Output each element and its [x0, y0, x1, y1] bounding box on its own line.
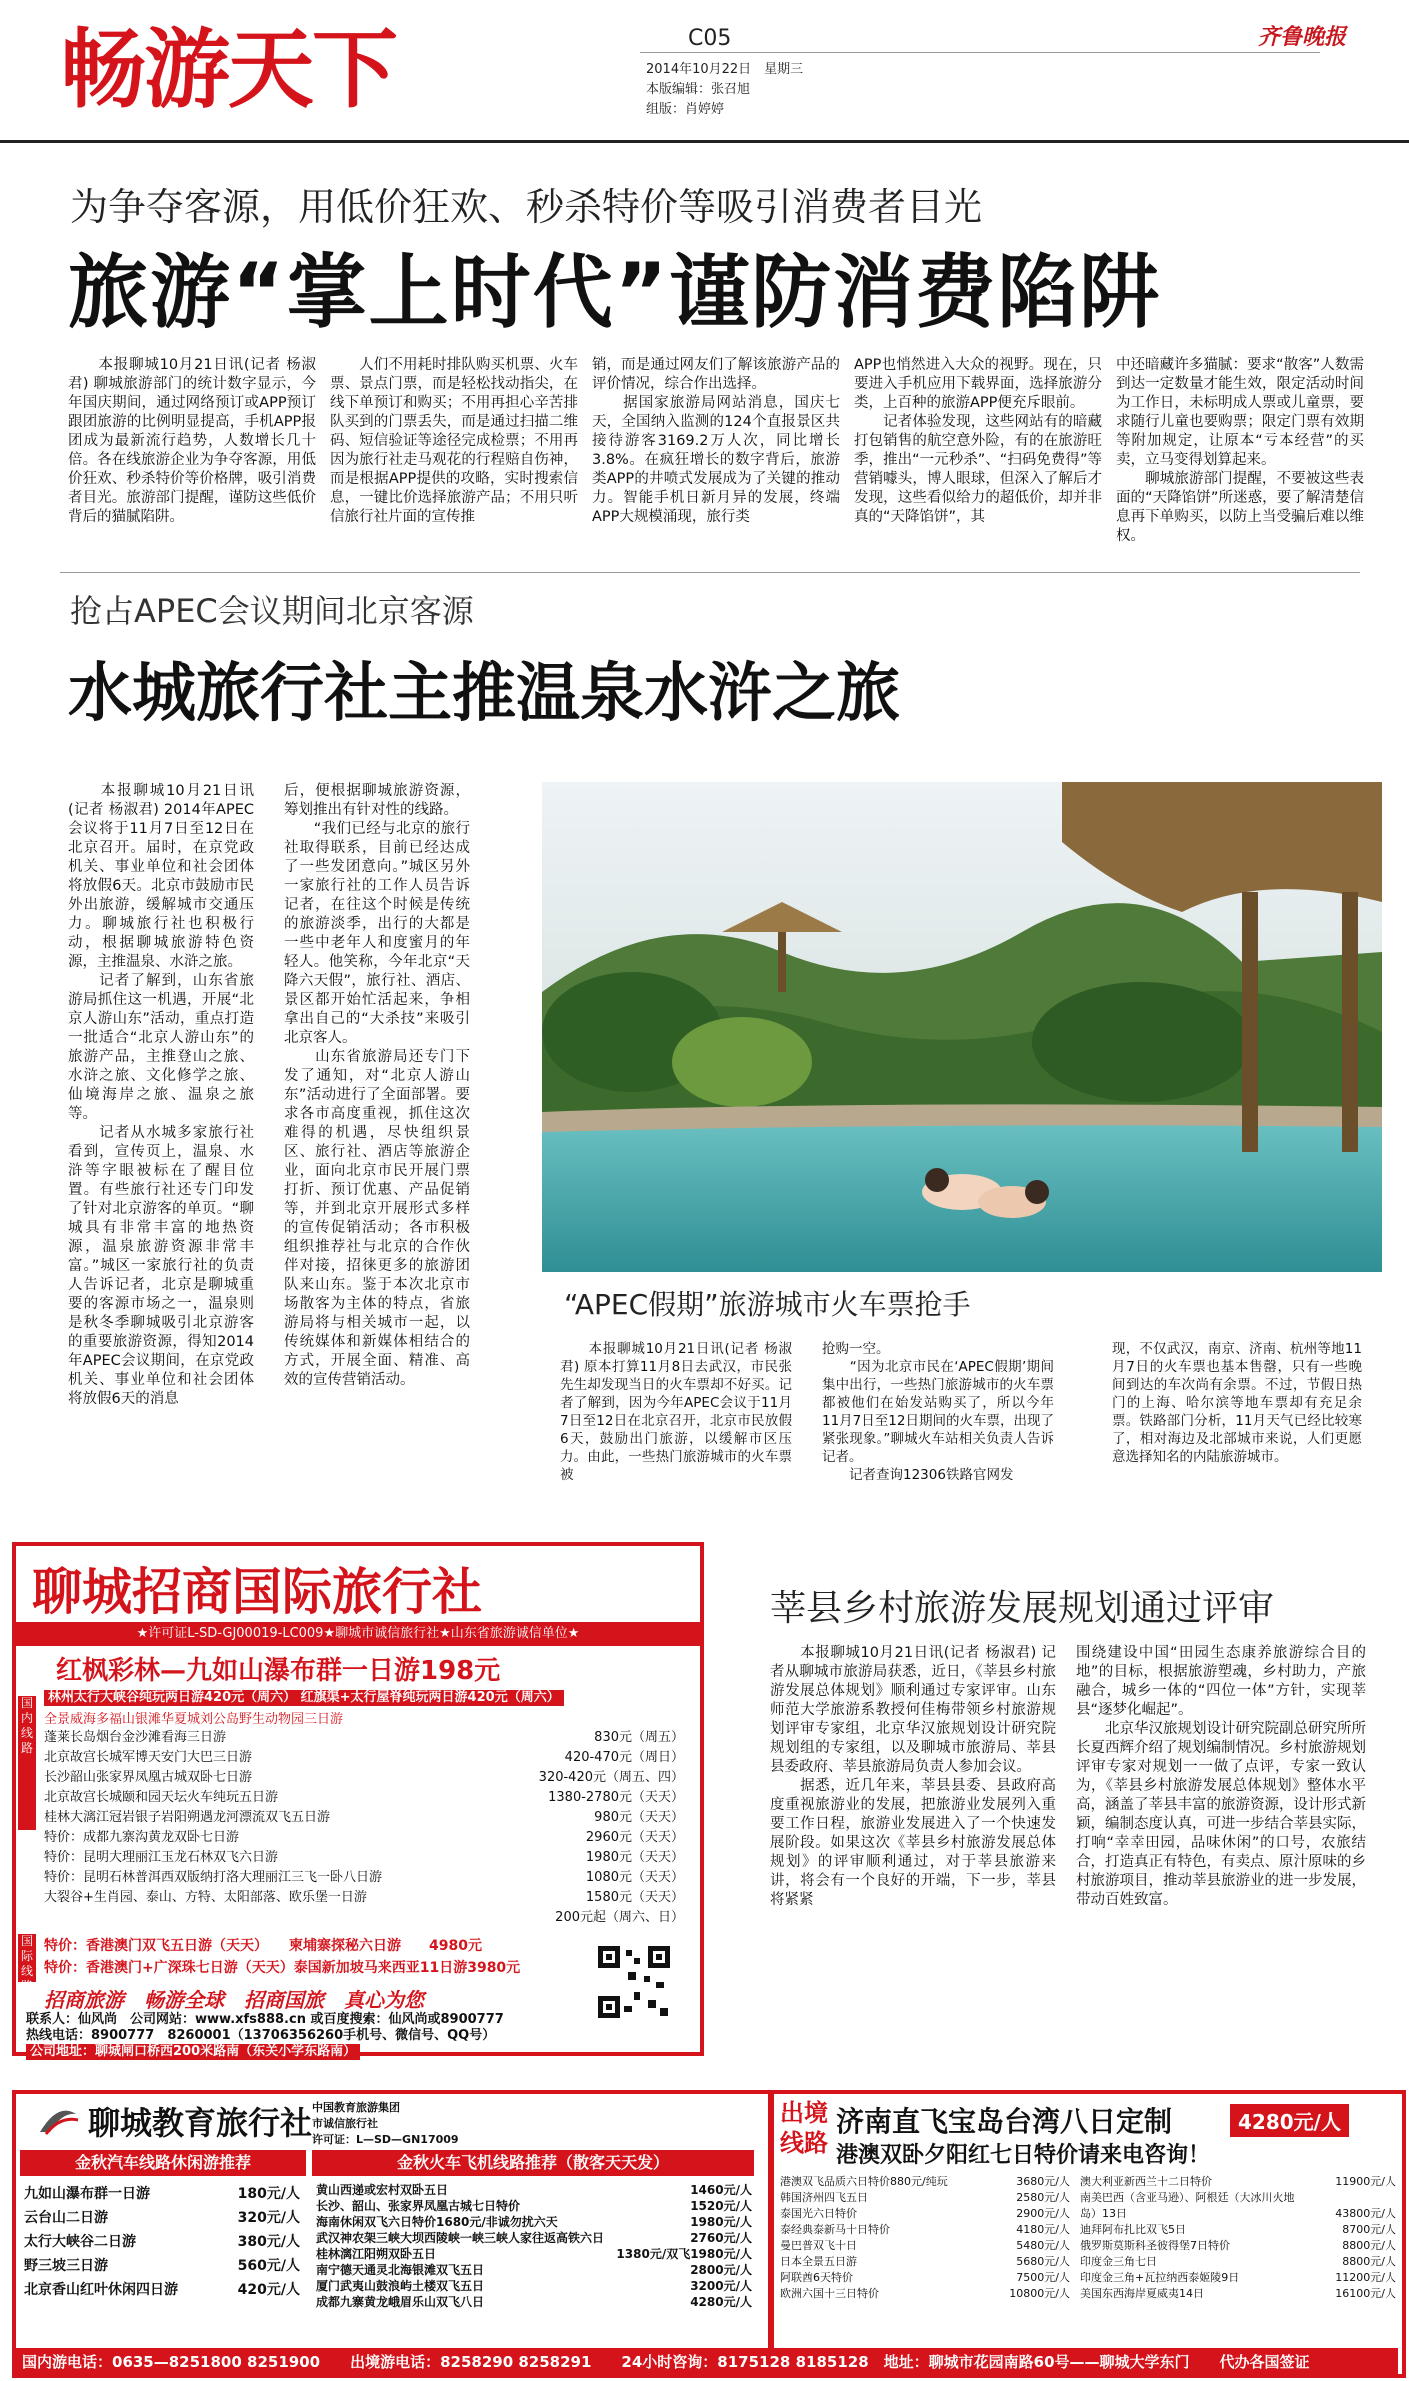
ad1-route: 特价：昆明大理丽江玉龙石林双飞六日游 1980元（天天） — [44, 1850, 684, 1865]
ad3-route: 泰经典泰新马十日特价 4180元/人 — [780, 2223, 1070, 2236]
ad1-route: 200元起（周六、日） — [555, 1910, 684, 1925]
ad1-route: 桂林大漓江冠岩银子岩阳朔遇龙河漂流双飞五日游 980元（天天） — [44, 1810, 684, 1825]
story1-col4: APP也悄然进入大众的视野。现在，只要进入手机应用下载界面，选择旅游分类，上百种的旅游APP便充斥眼前。 记者体验发现，这些网站有的暗藏打包销售的航空意外险，有的在旅游旺季，推出“一元秒杀”、“扫码免费得”等营销噱头，博人眼球，但深入了解后才发现，这些看似给力的超低价，却并非真的“天降馅饼”，其 — [854, 357, 1102, 525]
ad2-license: 许可证：L—SD—GN17009 — [312, 2133, 459, 2146]
ad1-route: 大裂谷+生肖园、泰山、方特、太阳部落、欧乐堡一日游 1580元（天天） — [44, 1890, 684, 1905]
ad2-footer: 国内游电话：0635—8251800 8251900 出境游电话：8258290 8258291 24小时咨询：8175128 8185128 地址：聊城市花园南路60号——聊城大学东门 代办各国签证 — [12, 2348, 1398, 2376]
editor-line: 本版编辑：张召旭 — [646, 82, 751, 97]
ad1-contact1: 联系人：仙风尚 公司网站：www.xfs888.cn 或百度搜索：仙风尚或8900777 — [26, 2012, 504, 2027]
ad2-train-route: 武汉神农架三峡大坝西陵峡一峡三峡人家往返高铁六日 2760元/人 — [316, 2231, 752, 2245]
story2-kicker: 抢占APEC会议期间北京客源 — [70, 592, 474, 630]
ad3-route: 澳大利亚新西兰十二日特价 11900元/人 — [1080, 2175, 1396, 2188]
ad3-route: 南美巴西（含亚马逊）、阿根廷（大冰川火地岛）13日 43800元/人 — [1080, 2191, 1396, 2220]
ad1-route: 长沙韶山张家界凤凰古城双卧七日游 320-420元（周五、四） — [44, 1770, 684, 1785]
ad3-route: 日本全景五日游 5680元/人 — [780, 2255, 1070, 2268]
ad3-route: 泰国光六日特价 2900元/人 — [780, 2207, 1070, 2220]
story1-col5: 中还暗藏许多猫腻：要求“散客”人数需到达一定数量才能生效，限定活动时间为工作日，未标明成人票或儿童票，要求随行儿童也要购票；限定门票有效期等附加规定，让原本“亏本经营”的买卖，立马变得划算起来。 聊城旅游部门提醒，不要被这些表面的“天降馅饼”所迷惑，要了解清楚信息再下单购买，以防上当受骗后难以维权。 — [1116, 357, 1364, 544]
ad2-train-route: 海南休闲双飞六日特价1680元/非诚勿扰六天 1980元/人 — [316, 2215, 752, 2229]
ad3-route: 俄罗斯莫斯科圣彼得堡7日特价 8800元/人 — [1080, 2239, 1396, 2252]
ad3-route: 曼巴普双飞十日 5480元/人 — [780, 2239, 1070, 2252]
story3-col2: 抢购一空。 “因为北京市民在‘APEC假期’期间集中出行，一些热门旅游城市的火车票都被他们在始发站购买了，所以今年11月7日至12日期间的火车票，出现了紧张现象。”聊城火车站相关负责人告诉记者。 记者查询12306铁路官网发 — [822, 1341, 1054, 1483]
story2-headline: 水城旅行社主推温泉水浒之旅 — [68, 657, 900, 731]
story3-headline: “APEC假期”旅游城市火车票抢手 — [564, 1288, 971, 1321]
newspaper-name: 齐鲁晚报 — [1258, 24, 1347, 50]
ad3-route: 港澳双飞品质六日特价880元/纯玩 3680元/人 — [780, 2175, 1070, 2188]
ad3-title: 济南直飞宝岛台湾八日定制 — [836, 2105, 1173, 2138]
qr-code — [594, 1942, 674, 2022]
ad2-car-route: 北京香山红叶休闲四日游 420元/人 — [24, 2282, 300, 2298]
ad1-contact2: 热线电话：8900777 8260001（13706356260手机号、微信号、QQ号） — [26, 2028, 496, 2043]
story1-kicker: 为争夺客源，用低价狂欢、秒杀特价等吸引消费者目光 — [70, 185, 983, 229]
ad3-price: 4280元/人 — [1230, 2104, 1349, 2137]
ad2-box1-title: 金秋汽车线路休闲游推荐 — [20, 2150, 306, 2176]
ad3-route: 美国东西海岸夏威夷14日 16100元/人 — [1080, 2287, 1396, 2300]
ad1-route-list — [44, 1730, 684, 1930]
layout-line: 组版：肖婷婷 — [646, 102, 725, 117]
ad2-train-route: 南宁德天通灵北海银滩双飞五日 2800元/人 — [316, 2263, 752, 2277]
ad2-car-route: 太行大峡谷二日游 380元/人 — [24, 2234, 300, 2250]
ad3-route: 韩国济州四飞五日 2580元/人 — [780, 2191, 1070, 2204]
story2-col1: 本报聊城10月21日讯(记者 杨淑君) 2014年APEC会议将于11月7日至12日在北京召开。届时，在京党政机关、事业单位和社会团体将放假6天。北京市鼓励市民外出旅游，缓解城市交通压力。聊城旅行社也积极行动，根据聊城旅游特色资源，主推温泉、水浒之旅。 记者了解到，山东省旅游局抓住这一机遇，开展“北京人游山东”活动，重点打造一批适合“北京人游山东”的旅游产品，主推登山之旅、水浒之旅、文化修学之旅、仙境海岸之旅、温泉之旅等。 记者从水城多家旅行社看到，宣传页上，温泉、水浒等字眼被标在了醒目位置。有些旅行社还专门印发了针对北京游客的单页。“聊城具有非常丰富的地热资源，温泉旅游资源非常丰富。”城区一家旅行社的负责人告诉记者，北京是聊城重要的客源市场之一，温泉则是秋冬季聊城吸引北京游客的重要旅游资源，得知2014年APEC会议期间，在京党政机关、事业单位和社会团体将放假6天的消息 — [68, 783, 254, 1407]
ad1-hilite: 林州太行大峡谷纯玩两日游420元（周六） 红旗渠+太行屋脊纯玩两日游420元（周六） — [44, 1690, 564, 1706]
ad1-license: ★许可证L-SD-GJ00019-LC009★聊城市诚信旅行社★山东省旅游诚信单位★ — [16, 1622, 700, 1646]
ad1-intl1: 特价：香港澳门双飞五日游（天天） 柬埔寨探秘六日游 4980元 — [44, 1938, 482, 1954]
ad1-route: 特价：昆明石林普洱西双版纳打洛大理丽江三飞一卧八日游 1080元（天天） — [44, 1870, 684, 1885]
ad1-intl-tag: 国际线路 — [18, 1934, 36, 1982]
ad1-slogan: 招商旅游 畅游全球 招商国旅 真心为您 — [44, 1988, 424, 2012]
date-line: 2014年10月22日 星期三 — [646, 62, 804, 77]
story3-col1: 本报聊城10月21日讯(记者 杨淑君) 原本打算11月8日去武汉，市民张先生却发现当日的火车票却不好买。记者了解到，因为今年APEC会议于11月7日至12日在北京召开，北京市民放假6天，鼓励出门旅游，以缓解市区压力。由此，一些热门旅游城市的火车票被 — [560, 1341, 792, 1483]
ad2-car-route: 云台山二日游 320元/人 — [24, 2210, 300, 2226]
ad1-hilite2: 全景威海多福山银滩华夏城刘公岛野生动物园三日游 — [44, 1712, 344, 1727]
ad2-train-route: 成都九寨黄龙峨眉乐山双飞八日 4280元/人 — [316, 2295, 752, 2309]
masthead-rule — [640, 52, 1320, 53]
hot-spring-photo — [542, 782, 1382, 1272]
ad3-route: 阿联酋6天特价 7500元/人 — [780, 2271, 1070, 2284]
ad1-route: 北京故宫长城颐和园天坛火车纯玩五日游 1380-2780元（天天） — [44, 1790, 684, 1805]
ad2-title: 聊城教育旅行社 — [88, 2104, 313, 2142]
masthead-meta — [646, 60, 803, 120]
ad1-intl2: 特价：香港澳门+广深珠七日游（天天）泰国新加坡马来西亚11日游3980元 — [44, 1960, 521, 1976]
story1-col1: 本报聊城10月21日讯(记者 杨淑君) 聊城旅游部门的统计数字显示，今年国庆期间，通过网络预订或APP预订跟团旅游的比例明显提高，手机APP报团成为最新流行趋势，人数增长几十倍。各在线旅游企业为争夺客源，用低价狂欢、秒杀特价等价格牌，吸引消费者目光。旅游部门提醒，谨防这些低价背后的猫腻陷阱。 — [68, 357, 316, 525]
ad1-feature: 红枫彩林—九如山瀑布群一日游198元 — [56, 1656, 501, 1686]
ad1-title: 聊城招商国际旅行社 — [32, 1563, 482, 1621]
ad3-route: 欧洲六国十三日特价 10800元/人 — [780, 2287, 1070, 2300]
ad1-route: 特价：成都九寨沟黄龙双卧七日游 2960元（天天） — [44, 1830, 684, 1845]
ad2-train-route: 厦门武夷山鼓浪屿土楼双飞五日 3200元/人 — [316, 2279, 752, 2293]
ad2-box2-title: 金秋火车飞机线路推荐（散客天天发） — [312, 2150, 754, 2176]
story1-col3: 销，而是通过网友们了解该旅游产品的评价情况，综合作出选择。 据国家旅游局网站消息，国庆七天，全国纳入监测的124个直报景区共接待游客3169.2万人次，同比增长3.8%。在疯狂增长的数字背后，旅游类APP的井喷式发展成为了关键的推动力。智能手机日新月异的发展，终端APP大规模涌现，旅行类 — [592, 357, 840, 525]
top-divider — [0, 140, 1409, 143]
ad-jiaoyu-travel — [12, 2090, 772, 2378]
ad2-train-route: 长沙、韶山、张家界凤凰古城七日特价 1520元/人 — [316, 2199, 752, 2213]
story2-col2: 后，便根据聊城旅游资源，筹划推出有针对性的线路。 “我们已经与北京的旅行社取得联系，目前已经达成了一些发团意向。”城区另外一家旅行社的工作人员告诉记者，在往这个时候是传统的旅游淡季，出行的大都是一些中老年人和度蜜月的年轻人。他笑称，今年北京“天降六天假”，旅行社、酒店、景区都开始忙活起来，争相拿出自己的“大杀技”来吸引北京客人。 山东省旅游局还专门下发了通知，对“北京人游山东”活动进行了全面部署。要求各市高度重视，抓住这次难得的机遇，尽快组织景区、旅行社、酒店等旅游企业，面向北京市民开展门票打折、预订优惠、产品促销等，并到北京开展形式多样的宣传促销活动；各市积极组织推荐社与北京的合作伙伴对接，招徕更多的旅游团队来山东。鉴于本次北京市场散客为主体的特点，省旅游局将与相关城市一起，以传统媒体和新媒体相结合的方式，开展全面、精准、高效的宣传营销活动。 — [284, 783, 470, 1388]
ad3-left-list — [780, 2174, 1070, 2302]
story-divider — [60, 572, 1360, 573]
story4-headline: 莘县乡村旅游发展规划通过评审 — [770, 1588, 1275, 1629]
story3-col3: 现，不仅武汉，南京、济南、杭州等地11月7日的火车票也基本售罄，只有一些晚间到达的车次尚有余票。不过，节假日热门的上海、哈尔滨等地车票却有充足余票。铁路部门分析，11月天气已经比较寒了，相对海边及北部城市来说，人们更愿意选择知名的内陆旅游城市。 — [1112, 1341, 1362, 1465]
ad3-route: 印度金三角七日 8800元/人 — [1080, 2255, 1396, 2268]
ad2-sub: 市诚信旅行社 — [312, 2117, 378, 2130]
ad1-route: 北京故宫长城军博天安门大巴三日游 420-470元（周日） — [44, 1750, 684, 1765]
qr-code-pattern — [594, 1942, 674, 2022]
ad3-subtitle: 港澳双卧夕阳红七日特价请来电咨询！ — [836, 2143, 1211, 2168]
ad2-car-route: 野三坡三日游 560元/人 — [24, 2258, 300, 2274]
ad2-group: 中国教育旅游集团 — [312, 2101, 400, 2114]
page-number: C05 — [688, 26, 732, 51]
hot-spring-photo-illustration — [542, 782, 1382, 1272]
ad2-car-list — [24, 2182, 300, 2302]
ad1-route: 蓬莱长岛烟台金沙滩看海三日游 830元（周五） — [44, 1730, 684, 1745]
ad1-domestic-tag: 国内线路 — [18, 1696, 36, 1830]
ad-outbound-routes — [770, 2090, 1406, 2378]
jiaoyu-logo-icon — [36, 2102, 80, 2138]
masthead-title: 畅游天下 — [60, 19, 396, 120]
ad2-train-route: 桂林漓江阳朔双卧五日 1380元/双飞1980元/人 — [316, 2247, 752, 2261]
ad3-right-list — [1080, 2174, 1396, 2302]
ad2-car-route: 九如山瀑布群一日游 180元/人 — [24, 2186, 300, 2202]
ad3-route: 迪拜阿布扎比双飞5日 8700元/人 — [1080, 2223, 1396, 2236]
ad1-contact3: 公司地址：聊城闸口桥西200米路南（东关小学东路南） — [26, 2044, 360, 2060]
ad3-tag: 出境线路 — [780, 2099, 828, 2157]
ad2-train-list — [316, 2182, 752, 2310]
story1-headline: 旅游“掌上时代”谨防消费陷阱 — [68, 246, 1162, 339]
ad-zhaoshang-travel — [12, 1542, 704, 2059]
ad3-route: 印度金三角+瓦拉纳西泰姬陵9日 11200元/人 — [1080, 2271, 1396, 2284]
story1-col2: 人们不用耗时排队购买机票、火车票、景点门票，而是轻松找动指尖，在线下单预订和购买；不用再担心辛苦排队买到的门票丢失，而是通过扫描二维码、短信验证等途径完成检票；不用再因为旅行社走马观花的行程赔自伤神，而是根据APP提供的攻略，实时搜索信息，一键比价选择旅游产品；不用只听信旅行社片面的宣传推 — [330, 357, 578, 525]
story4-col1: 本报聊城10月21日讯(记者 杨淑君) 记者从聊城市旅游局获悉，近日，《莘县乡村旅游发展总体规划》顺利通过专家评审。山东师范大学旅游系教授何佳梅带领乡村旅游规划评审专家组，北京华汉旅规划设计研究院规划组的专家组，以及聊城市旅游局、莘县县委政府、莘县旅游局负责人参加会议。 据悉，近几年来，莘县县委、县政府高度重视旅游业的发展，把旅游业发展列入重要工作日程，旅游业发展进入了一个快速发展阶段。如果这次《莘县乡村旅游发展总体规划》的评审顺利通过，对于莘县旅游来讲，将会有一个良好的开端，下一步，莘县将紧紧 — [770, 1645, 1056, 1908]
ad2-train-route: 黄山西递或宏村双卧五日 1460元/人 — [316, 2183, 752, 2197]
story4-col2: 围绕建设中国“田园生态康养旅游综合目的地”的目标，根据旅游塑魂，乡村助力，产旅融合，城乡一体的“四位一体”方针，实现莘县“逐梦化崛起”。 北京华汉旅规划设计研究院副总研究所所长夏西辉介绍了规划编制情况。乡村旅游规划评审专家对规划一一做了点评，专家一致认为，《莘县乡村旅游发展总体规划》整体水平高，涵盖了莘县丰富的旅游资源，设计形式新颖，编制态度认真，可进一步结合莘县实际，打响“幸幸田园，品味休闲”的口号，农旅结合，打造真正有特色，有卖点、原汁原味的乡村旅游项目，推动莘县旅游业的进一步发展，带动百姓致富。 — [1076, 1645, 1366, 1908]
